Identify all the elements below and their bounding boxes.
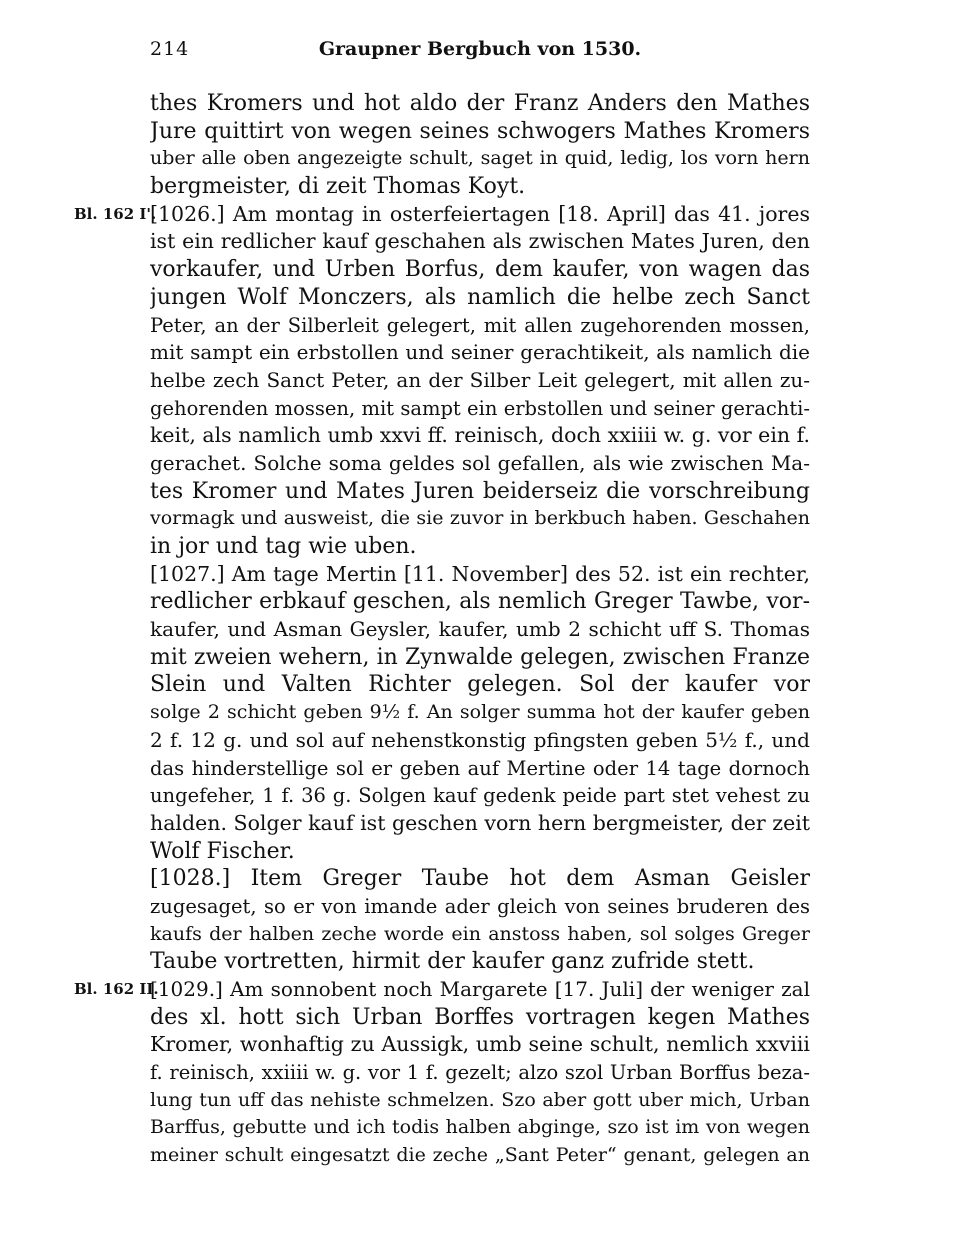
line-text: in jor und tag wie uben. (150, 534, 417, 559)
text-line (150, 505, 810, 533)
line-text: thes Kromers und hot aldo der Franz Anders den Mathes (150, 91, 810, 116)
text-body (74, 90, 810, 1170)
text-line (150, 118, 810, 146)
line-text: kaufer, und Asman Geysler, kaufer, umb 2 schicht uff S. Thomas (150, 617, 810, 642)
line-text: mit zweien wehern, in Zynwalde gelegen, zwischen Franze (150, 644, 810, 670)
line-text: das hinderstellige sol er geben auf Mertine oder 14 tage dornoch (150, 756, 810, 780)
text-line (74, 201, 810, 229)
line-text: [1028.] Item Greger Taube hot dem Asman Geisler (150, 866, 810, 892)
line-text: gehorenden mossen, mit sampt ein erbstollen und seiner gerachti- (150, 396, 810, 420)
line-text: Jure quittirt von wegen seines schwogers Mathes Kromers (150, 118, 810, 144)
text-line (150, 671, 810, 699)
line-text: [1027.] Am tage Mertin [11. November] des 52. ist ein rechter, (150, 561, 810, 586)
text-line (150, 228, 810, 256)
line-text: keit, als namlich umb xxvi ff. reinisch, doch xxiiii w. g. vor ein f. (150, 423, 810, 448)
text-line (150, 256, 810, 284)
margin-note: Bl. 162 I'. (74, 204, 157, 223)
text-line (150, 533, 810, 561)
line-text: halden. Solger kauf ist geschen vorn hern bergmeister, der zeit (150, 810, 810, 835)
text-line (74, 976, 810, 1004)
running-title: Graupner Bergbuch von 1530. (318, 38, 642, 60)
text-line (150, 921, 810, 949)
line-text: vormagk und ausweist, die sie zuvor in berkbuch haben. Geschahen (150, 507, 810, 530)
page-number: 214 (150, 38, 190, 60)
text-line (150, 838, 810, 866)
text-line (150, 644, 810, 672)
text-line (150, 478, 810, 506)
text-line (150, 1087, 810, 1115)
line-text: des xl. hott sich Urban Borffes vortragen kegen Mathes (150, 1004, 810, 1030)
page-header (150, 38, 810, 68)
line-text: 2 f. 12 g. und sol auf nehenstkonstig pfingsten geben 5½ f., und (150, 727, 810, 752)
line-text: meiner schult eingesatzt die zeche „Sant Peter“ genant, gelegen an (150, 1144, 810, 1167)
line-text: [1029.] Am sonnobent noch Margarete [17. Juli] der weniger zal (150, 977, 810, 1001)
line-text: bergmeister, di zeit Thomas Koyt. (150, 174, 526, 200)
line-text: kaufs der halben zeche worde ein anstoss haben, sol solges Greger (150, 922, 810, 945)
line-text: Kromer, wonhaftig zu Aussigk, umb seine schult, nemlich xxviii (150, 1032, 810, 1057)
line-text: Taube vortretten, hirmit der kaufer ganz zufride stett. (150, 949, 755, 975)
line-text: Wolf Fischer. (150, 838, 295, 864)
text-line (150, 561, 810, 589)
text-line (150, 145, 810, 173)
line-text: jungen Wolf Monczers, als namlich die helbe zech Sanct (150, 284, 810, 310)
line-text: solge 2 schicht geben 9½ f. An solger summa hot der kaufer geben (150, 701, 810, 724)
line-text: Slein und Valten Richter gelegen. Sol der kaufer vor (150, 672, 810, 698)
text-line (150, 1114, 810, 1142)
line-text: mit sampt ein erbstollen und seiner gerachtikeit, als namlich die (150, 340, 810, 365)
line-text: gerachet. Solche soma geldes sol gefallen, als wie zwischen Ma- (150, 450, 810, 475)
text-line (150, 395, 810, 423)
line-text: ist ein redlicher kauf geschahen als zwischen Mates Juren, den (150, 229, 810, 254)
text-line (150, 948, 810, 976)
text-line (150, 699, 810, 727)
line-text: Barffus, gebutte und ich todis halben abginge, szo ist im von wegen (150, 1116, 810, 1139)
text-line (150, 588, 810, 616)
line-text: zugesaget, so er von imande ader gleich von seines bruderen des (150, 894, 810, 918)
text-line (150, 810, 810, 838)
line-text: uber alle oben angezeigte schult, saget in quid, ledig, los vorn hern (150, 147, 810, 170)
line-text: redlicher erbkauf geschen, als nemlich Greger Tawbe, vor- (150, 589, 810, 615)
text-line (150, 339, 810, 367)
text-line (150, 450, 810, 478)
text-line (150, 1004, 810, 1032)
text-line (150, 865, 810, 893)
line-text: [1026.] Am montag in osterfeiertagen [18. April] das 41. jores (150, 201, 810, 226)
line-text: lung tun uff das nehiste schmelzen. Szo aber gott uber mich, Urban (150, 1088, 810, 1111)
text-line (150, 284, 810, 312)
text-line (150, 893, 810, 921)
text-line (150, 1142, 810, 1170)
text-line (150, 422, 810, 450)
margin-note: Bl. 162 II. (74, 980, 159, 998)
text-line (150, 1059, 810, 1087)
text-line (150, 312, 810, 340)
text-line (150, 90, 810, 118)
line-text: helbe zech Sanct Peter, an der Silber Leit gelegert, mit allen zu- (150, 367, 810, 392)
text-line (150, 755, 810, 783)
text-line (150, 782, 810, 810)
line-text: vorkaufer, und Urben Borfus, dem kaufer, von wagen das (150, 257, 810, 283)
text-line (150, 616, 810, 644)
line-text: f. reinisch, xxiiii w. g. vor 1 f. gezelt; alzo szol Urban Borffus beza- (150, 1061, 810, 1085)
line-text: tes Kromer und Mates Juren beiderseiz die vorschreibung (150, 478, 810, 504)
text-line (150, 727, 810, 755)
line-text: ungefeher, 1 f. 36 g. Solgen kauf gedenk peide part stet vehest zu (150, 784, 810, 808)
text-line (150, 1031, 810, 1059)
text-line (150, 367, 810, 395)
text-line (150, 173, 810, 201)
line-text: Peter, an der Silberleit gelegert, mit allen zugehorenden mossen, (150, 313, 810, 337)
